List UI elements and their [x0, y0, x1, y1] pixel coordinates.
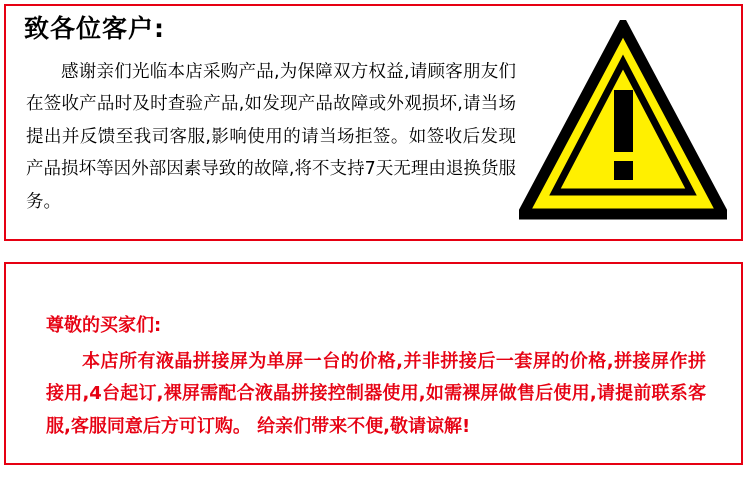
notice-body-text: 感谢亲们光临本店采购产品,为保障双方权益,请顾客朋友们在签收产品时及时查验产品,如发现产品故障或外观损坏,请当场提出并反馈至我司客服,影响使用的请当场拒签。如签收后发现产品损坏等因外部因素导致的故障,将不支持7天无理由退换货服务。	[26, 62, 516, 212]
customer-notice-panel	[4, 4, 743, 241]
notice-title: 致各位客户:	[24, 14, 165, 43]
warning-triangle-icon	[519, 20, 727, 220]
buyer-heading: 尊敬的买家们:	[46, 315, 162, 336]
buyer-body-text: 本店所有液晶拼接屏为单屏一台的价格,并非拼接后一套屏的价格,拼接屏作拼接用,4台起订,裸屏需配合液晶拼接控制器使用,如需裸屏做售后使用,请提前联系客服,客服同意后方可订购。 给亲们带来不便,敬请谅解!	[46, 351, 706, 437]
buyer-notice-panel	[4, 262, 743, 465]
